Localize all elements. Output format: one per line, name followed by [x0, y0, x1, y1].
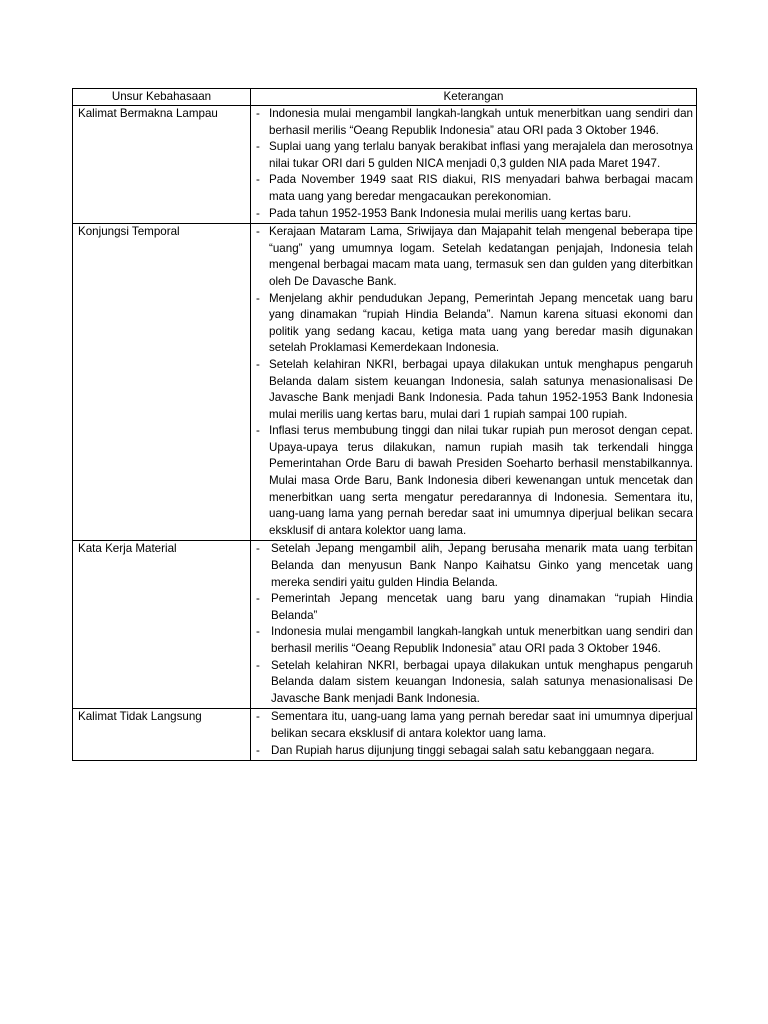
category-cell: Kalimat Bermakna Lampau: [73, 106, 251, 224]
list-item: - Indonesia mulai mengambil langkah-langkah untuk menerbitkan uang sendiri dan berhasil merilis “Oeang Republik Indonesia” atau ORI pada 3 Oktober 1946.: [256, 106, 693, 139]
list-item: - Setelah Jepang mengambil alih, Jepang berusaha menarik mata uang terbitan Belanda dan menyusun Bank Nanpo Kaihatsu Ginko yang mencetak uang mereka sendiri yaitu gulden Hindia Belanda.: [256, 541, 693, 591]
table-header-row: [73, 89, 697, 106]
list-item: - Sementara itu, uang-uang lama yang pernah beredar saat ini umumnya diperjual belikan secara eksklusif di antara kolektor uang lama.: [256, 709, 693, 742]
category-cell: Kalimat Tidak Langsung: [73, 709, 251, 761]
description-cell: [251, 709, 697, 761]
list-item: - Pemerintah Jepang mencetak uang baru yang dinamakan “rupiah Hindia Belanda”: [256, 591, 693, 624]
list-item: - Setelah kelahiran NKRI, berbagai upaya dilakukan untuk menghapus pengaruh Belanda dalam sistem keuangan Indonesia, salah satunya menasionalisasi De Javasche Bank menjadi Bank Indonesia. Pada tahun 1952-1953 Bank Indonesia mulai merilis uang kertas baru, mulai dari 1 rupiah sampai 100 rupiah.: [256, 357, 693, 423]
description-list: [256, 541, 693, 707]
list-item: - Pada November 1949 saat RIS diakui, RIS menyadari bahwa berbagai macam mata uang yang beredar mengacaukan perekonomian.: [256, 172, 693, 205]
list-item: - Suplai uang yang terlalu banyak berakibat inflasi yang merajalela dan merosotnya nilai tukar ORI dari 5 gulden NICA menjadi 0,3 gulden NIA pada Maret 1947.: [256, 139, 693, 172]
header-unsur-kebahasaan: Unsur Kebahasaan: [73, 89, 251, 106]
list-item: - Inflasi terus membubung tinggi dan nilai tukar rupiah pun merosot dengan cepat. Upaya-upaya terus dilakukan, namun rupiah masih tak terkendali hingga Pemerintahan Orde Baru di bawah Presiden Soeharto berhasil menstabilkannya. Mulai masa Orde Baru, Bank Indonesia diberi kewenangan untuk mencetak dan menerbitkan uang serta mengatur peredarannya di Indonesia. Sementara itu, uang-uang lama yang pernah beredar saat ini umumnya diperjual belikan secara eksklusif di antara kolektor uang lama.: [256, 423, 693, 539]
category-cell: Konjungsi Temporal: [73, 224, 251, 541]
list-item: - Pada tahun 1952-1953 Bank Indonesia mulai merilis uang kertas baru.: [256, 206, 693, 223]
description-list: [256, 224, 693, 539]
document-page: [72, 88, 696, 761]
description-list: [256, 106, 693, 222]
list-item: - Setelah kelahiran NKRI, berbagai upaya dilakukan untuk menghapus pengaruh Belanda dalam sistem keuangan Indonesia, salah satunya menasionalisasi De Javasche Bank menjadi Bank Indonesia.: [256, 658, 693, 708]
language-elements-table: [72, 88, 697, 761]
description-cell: [251, 106, 697, 224]
table-row: [73, 709, 697, 761]
category-cell: Kata Kerja Material: [73, 541, 251, 709]
header-keterangan: Keterangan: [251, 89, 697, 106]
table-row: [73, 106, 697, 224]
table-row: [73, 541, 697, 709]
description-cell: [251, 224, 697, 541]
description-list: [256, 709, 693, 759]
description-cell: [251, 541, 697, 709]
table-row: [73, 224, 697, 541]
list-item: - Kerajaan Mataram Lama, Sriwijaya dan Majapahit telah mengenal beberapa tipe “uang” yang umumnya logam. Setelah kedatangan penjajah, Indonesia telah mengenal berbagai macam mata uang, termasuk sen dan gulden yang diterbitkan oleh De Davasche Bank.: [256, 224, 693, 290]
list-item: - Menjelang akhir pendudukan Jepang, Pemerintah Jepang mencetak uang baru yang dinamakan “rupiah Hindia Belanda”. Namun karena situasi ekonomi dan politik yang sedang kacau, ketiga mata uang yang beredar masih digunakan setelah Proklamasi Kemerdekaan Indonesia.: [256, 291, 693, 357]
list-item: - Indonesia mulai mengambil langkah-langkah untuk menerbitkan uang sendiri dan berhasil merilis “Oeang Republik Indonesia” atau ORI pada 3 Oktober 1946.: [256, 624, 693, 657]
list-item: - Dan Rupiah harus dijunjung tinggi sebagai salah satu kebanggaan negara.: [256, 743, 693, 760]
